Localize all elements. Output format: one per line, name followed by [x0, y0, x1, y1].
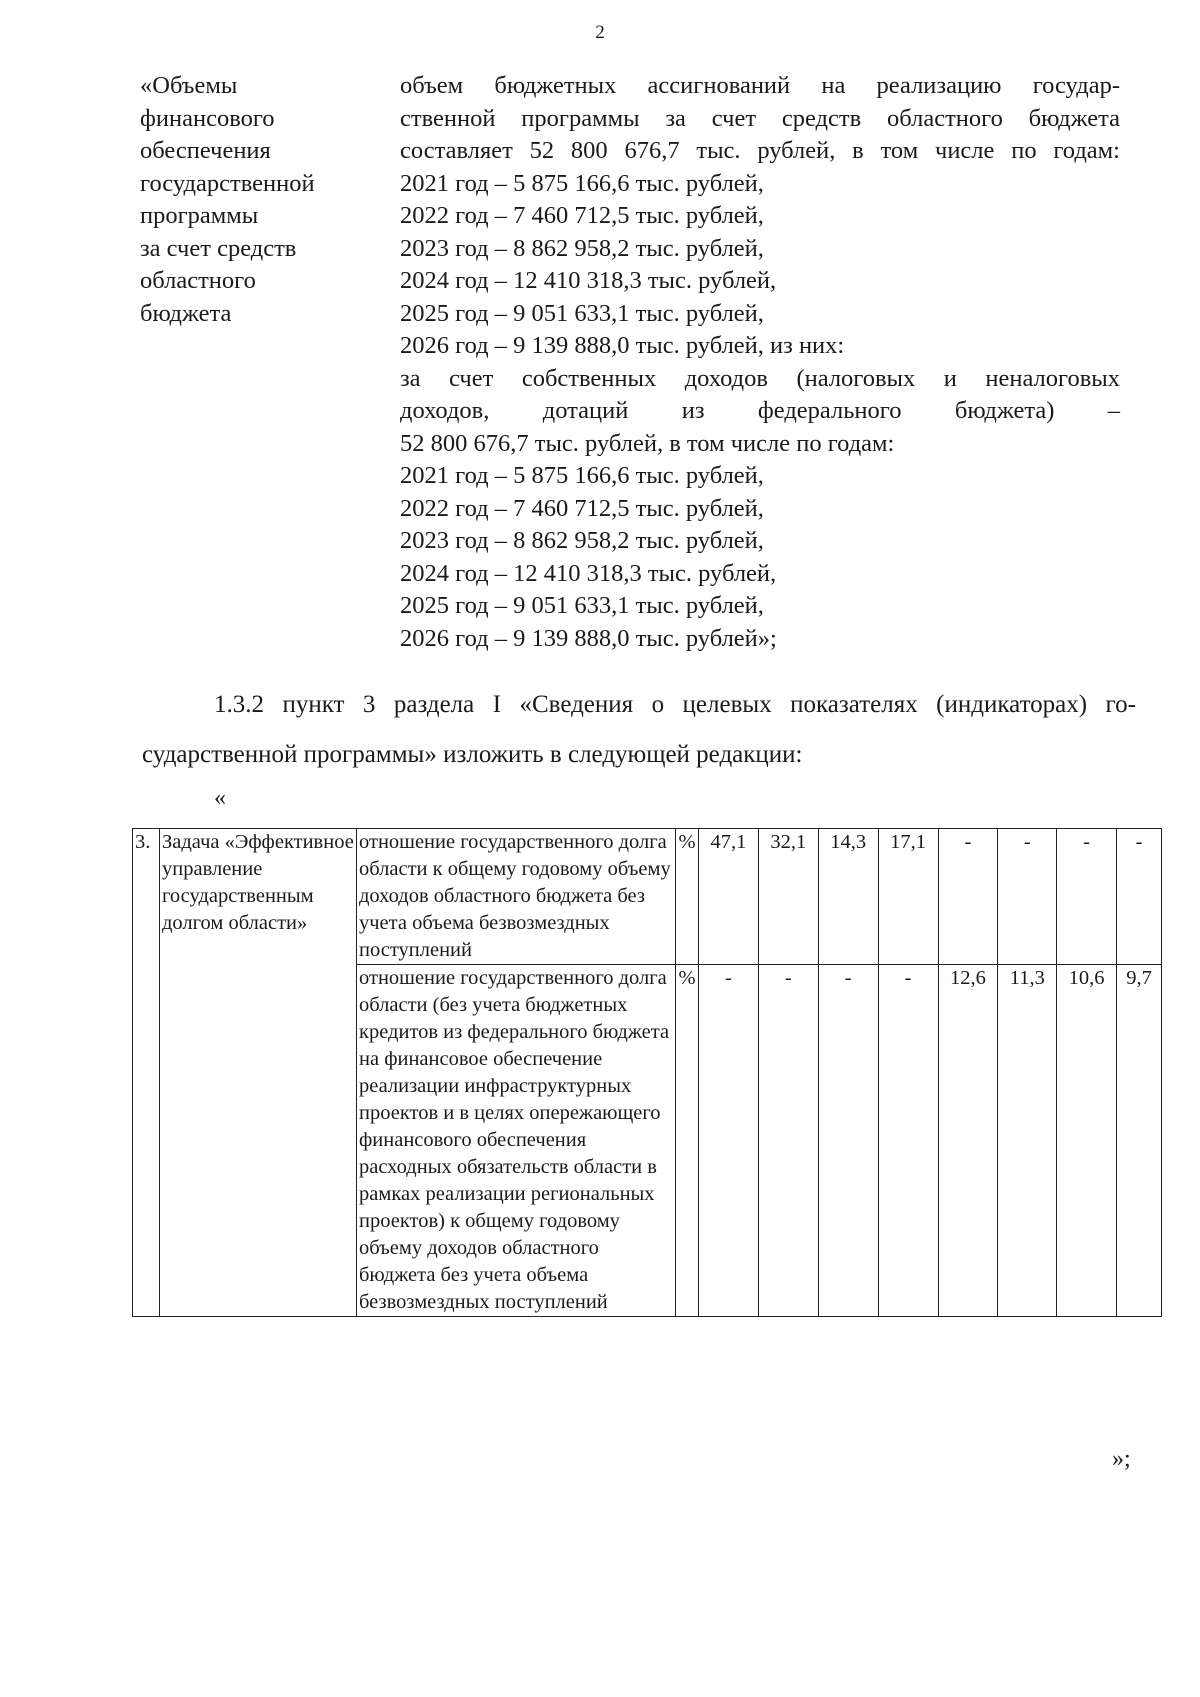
content-line: 2023 год – 8 862 958,2 тыс. рублей, — [400, 234, 764, 262]
value-cell: 11,3 — [998, 965, 1057, 1317]
value-cell: 12,6 — [938, 965, 998, 1317]
value-cell: 10,6 — [1057, 965, 1117, 1317]
label-line: обеспечения — [140, 137, 271, 164]
indicators-table — [132, 828, 1162, 1317]
value-cell: - — [699, 965, 759, 1317]
value-cell: - — [758, 965, 818, 1317]
content-line: 2025 год – 9 051 633,1 тыс. рублей, — [400, 592, 764, 619]
indicator-name-cell: отношение государственного долга области (без учета бюджетных кредитов из федерального бюджета на финансовое обеспечение реализации инфраструктурных проектов и в целях опережающего финансового обеспечения расходных обязательств области в рамках реализации региональных проектов) к общему годовому объему доходов областного бюджета без учета объема безвозмездных поступлений — [357, 965, 676, 1317]
label-line: финансового — [140, 104, 275, 132]
task-cell: Задача «Эффективное управление государственным долгом области» — [160, 829, 357, 1317]
value-cell: - — [998, 829, 1057, 965]
value-cell: 47,1 — [699, 829, 759, 965]
value-cell: - — [1117, 829, 1162, 965]
label-line: бюджета — [140, 299, 232, 327]
label-line: государственной — [140, 169, 315, 197]
passport-label — [140, 70, 390, 330]
paragraph-line-1: 1.3.2 пункт 3 раздела I «Сведения о целевых показателях (индикаторах) го- — [214, 691, 1136, 718]
opening-quote: « — [214, 785, 226, 811]
indicator-name-cell: отношение государственного долга области к общему годовому объему доходов областного бюджета без учета объема безвозмездных поступлений — [357, 829, 676, 965]
value-cell: 9,7 — [1117, 965, 1162, 1317]
content-line: ственной программы за счет средств областного бюджета — [400, 104, 1120, 132]
content-line: составляет 52 800 676,7 тыс. рублей, в том числе по годам: — [400, 137, 1120, 164]
content-line: 2022 год – 7 460 712,5 тыс. рублей, — [400, 494, 764, 522]
unit-cell: % — [676, 829, 699, 965]
paragraph-line-2: сударственной программы» изложить в следующей редакции: — [142, 741, 803, 768]
content-line: 2024 год – 12 410 318,3 тыс. рублей, — [400, 559, 777, 587]
value-cell: - — [938, 829, 998, 965]
row-number-cell: 3. — [133, 829, 160, 1317]
label-line: программы — [140, 202, 259, 229]
table-row — [133, 829, 1162, 965]
label-line: «Объемы — [140, 72, 238, 99]
content-line: объем бюджетных ассигнований на реализацию государ- — [400, 72, 1120, 99]
content-line: 2026 год – 9 139 888,0 тыс. рублей, из них: — [400, 332, 845, 359]
passport-content — [400, 70, 1120, 655]
value-cell: - — [818, 965, 878, 1317]
value-cell: - — [878, 965, 938, 1317]
content-line: 2026 год – 9 139 888,0 тыс. рублей»; — [400, 624, 777, 652]
content-line: 2024 год – 12 410 318,3 тыс. рублей, — [400, 267, 777, 294]
amendment-paragraph — [142, 680, 1136, 780]
content-line: 2021 год – 5 875 166,6 тыс. рублей, — [400, 169, 764, 197]
value-cell: 14,3 — [818, 829, 878, 965]
label-line: областного — [140, 267, 256, 294]
content-line: за счет собственных доходов (налоговых и неналоговых — [400, 364, 1120, 392]
content-line: 2022 год – 7 460 712,5 тыс. рублей, — [400, 202, 764, 229]
value-cell: 17,1 — [878, 829, 938, 965]
value-cell: - — [1057, 829, 1117, 965]
content-line: 2025 год – 9 051 633,1 тыс. рублей, — [400, 299, 764, 327]
page-number: 2 — [595, 22, 605, 43]
content-line: 2021 год – 5 875 166,6 тыс. рублей, — [400, 462, 764, 489]
unit-cell: % — [676, 965, 699, 1317]
closing-quote: »; — [1112, 1446, 1131, 1472]
value-cell: 32,1 — [758, 829, 818, 965]
content-line: доходов, дотаций из федерального бюджета) – — [400, 397, 1120, 424]
content-line: 52 800 676,7 тыс. рублей, в том числе по годам: — [400, 429, 895, 457]
label-line: за счет средств — [140, 234, 297, 262]
content-line: 2023 год – 8 862 958,2 тыс. рублей, — [400, 527, 764, 554]
